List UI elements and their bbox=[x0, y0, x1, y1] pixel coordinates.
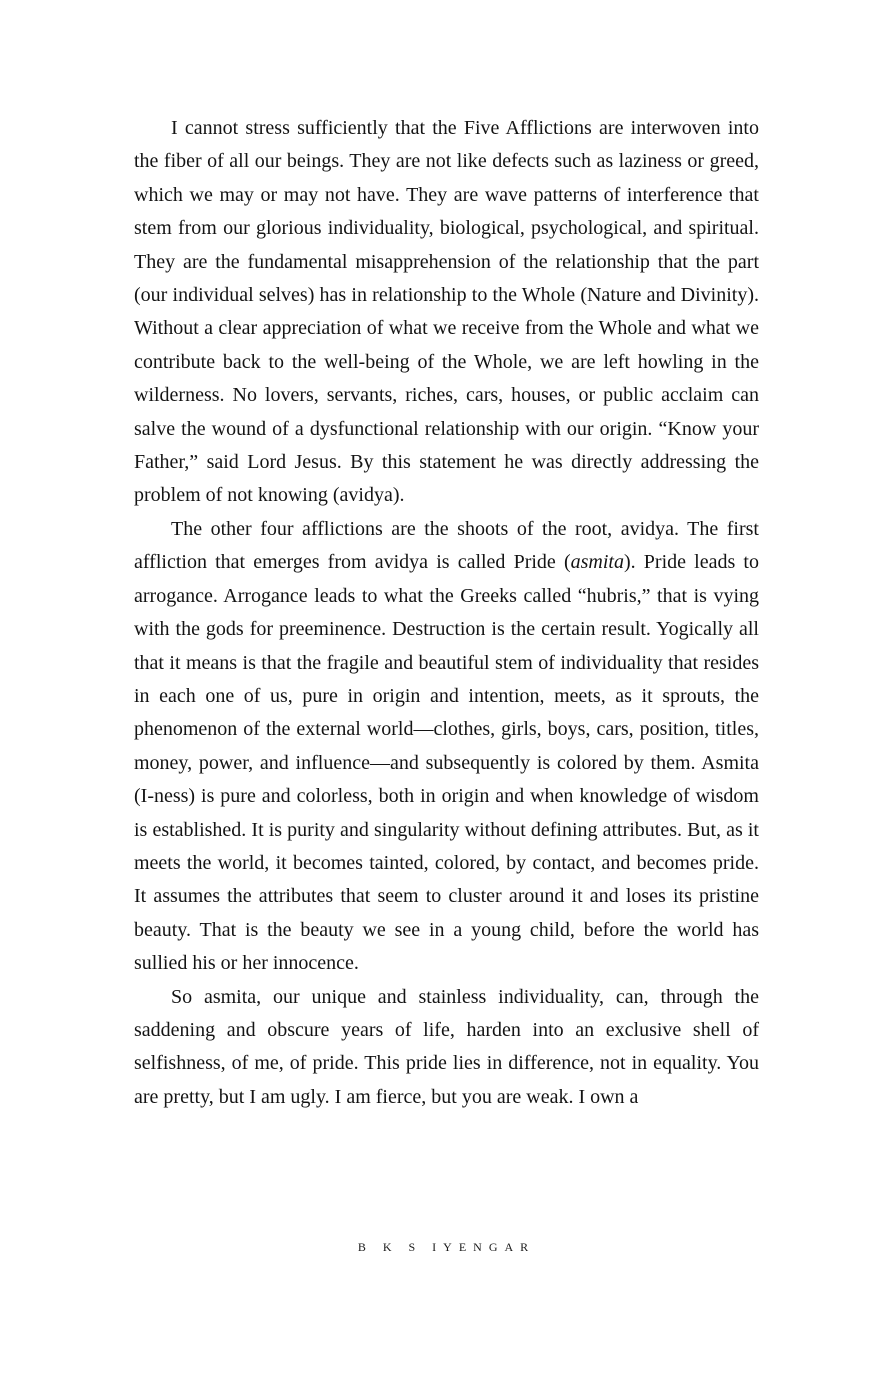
running-footer-author: B K S IYENGAR bbox=[357, 1240, 536, 1254]
paragraph-text: I cannot stress sufficiently that the Five Afflictions are interwoven into the fiber of all our beings. They are not like defects such as laziness or greed, which we may or may not have. They are wave patterns of interference that stem from our glorious individuality, biological, psychological, and spiritual. They are the fundamental misapprehension of the relationship that the part (our individual selves) has in relationship to the Whole (Nature and Divinity). Without a clear appreciation of what we receive from the Whole and what we contribute back to the well-being of the Whole, we are left howling in the wilderness. No lovers, servants, riches, cars, houses, or public acclaim can salve the wound of a dysfunctional relationship with our origin. “Know your Father,” said Lord Jesus. By this statement he was directly addressing the problem of not knowing (avidya). bbox=[134, 117, 759, 507]
italic-term-asmita: asmita bbox=[570, 551, 624, 574]
body-text bbox=[134, 112, 759, 1114]
paragraph-text: The other four afflictions are the shoots of the root, avidya. The first affliction that emerges from avidya is called Pride ( bbox=[134, 517, 759, 574]
paragraph-text: ). Pride leads to arrogance. Arrogance leads to what the Greeks called “hubris,” that is vying with the gods for preeminence. Destruction is the certain result. Yogically all that it means is that the fragile and beautiful stem of individuality that resides in each one of us, pure in origin and intention, meets, as it sprouts, the phenomenon of the external world—clothes, girls, boys, cars, position, titles, money, power, and influence—and subsequently is colored by them. Asmita (I-ness) is pure and colorless, both in origin and when knowledge of wisdom is established. It is purity and singularity without defining attributes. But, as it meets the world, it becomes tainted, colored, by contact, and becomes pride. It assumes the attributes that seem to cluster around it and loses its pristine beauty. That is the beauty we see in a young child, before the world has sullied his or her innocence. bbox=[134, 551, 759, 975]
paragraph-asmita-selfishness bbox=[134, 981, 759, 1115]
paragraph-pride-asmita bbox=[134, 513, 759, 981]
paragraph-five-afflictions bbox=[134, 112, 759, 513]
paragraph-text: So asmita, our unique and stainless individuality, can, through the saddening and obscure years of life, harden into an exclusive shell of selfishness, of me, of pride. This pride lies in difference, not in equality. You are pretty, but I am ugly. I am fierce, but you are weak. I own a bbox=[134, 985, 759, 1108]
